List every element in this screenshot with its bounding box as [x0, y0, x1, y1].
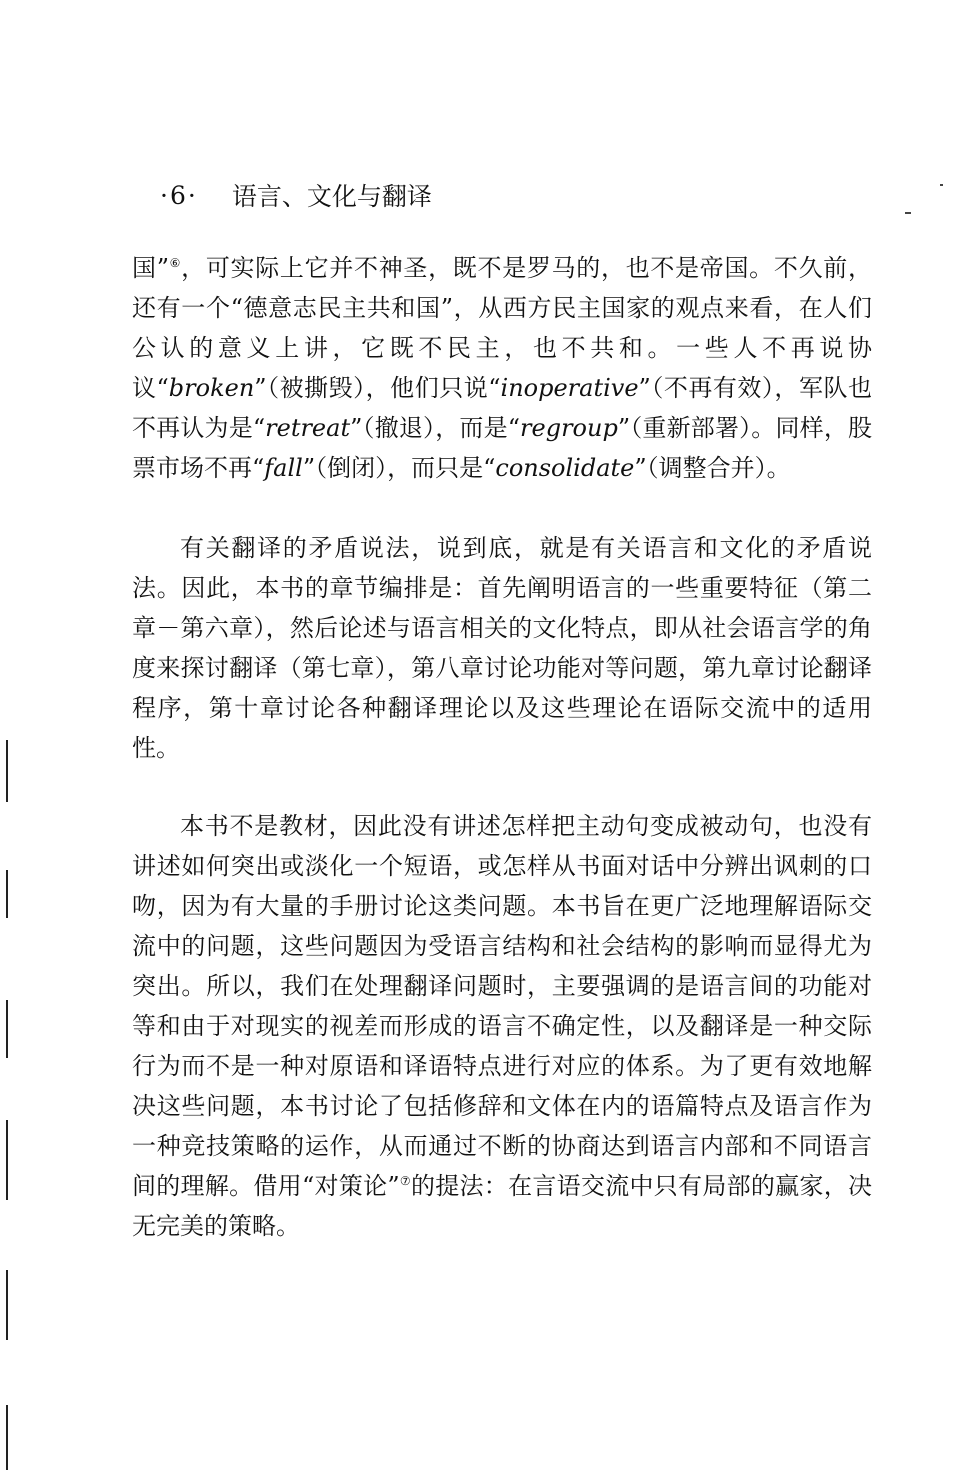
- text-segment: 的提法：在言语交流中只有局部的赢家，决无完美的策略。: [132, 1172, 872, 1240]
- running-title: 语言、文化与翻译: [231, 182, 432, 211]
- scan-speck: [905, 212, 911, 214]
- page-number: ·6·: [160, 180, 198, 210]
- scan-edge-mark: [6, 740, 8, 802]
- paragraph-2: 有关翻译的矛盾说法，说到底，就是有关语言和文化的矛盾说法。因此，本书的章节编排是：首先阐明语言的一些重要特征（第二章－第六章），然后论述与语言相关的文化特点，即从社会语言学的角度来探讨翻译（第七章），第八章讨论功能对等问题，第九章讨论翻译程序，第十章讨论各种翻译理论以及这些理论在语际交流中的适用性。: [132, 534, 872, 762]
- text-segment: 本书不是教材，因此没有讲述怎样把主动句变成被动句，也没有讲述如何突出或淡化一个短语，或怎样从书面对话中分辨出讽刺的口吻，因为有大量的手册讨论这类问题。本书旨在更广泛地理解语际交流中的问题，这些问题因为受语言结构和社会结构的影响而显得尤为突出。所以，我们在处理翻译问题时，主要强调的是语言间的功能对等和由于对现实的视差而形成的语言不确定性，以及翻译是一种交际行为而不是一种对原语和译语特点进行对应的体系。为了更有效地解决这些问题，本书讨论了包括修辞和文体在内的语篇特点及语言作为一种竞技策略的运作，从而通过不断的协商达到语言内部和不同语言间的理解。借用“对策论”: [132, 812, 872, 1200]
- page-header: [160, 175, 432, 215]
- text-segment: ”（被撕毁），他们只说“: [254, 374, 501, 402]
- english-term-consolidate: consolidate: [495, 454, 635, 482]
- scan-edge-mark: [6, 870, 8, 918]
- paragraph-1: [132, 248, 872, 488]
- english-term-fall: fall: [264, 454, 303, 482]
- english-term-inoperative: inoperative: [500, 374, 639, 402]
- text-segment: ，可实际上它并不神圣，既不是罗马的，也不是帝国。不久前，还有一个“德意志民主共和国”，从西方民主国家的观点来看，在人们公认的意义上讲，它既不民主，也不共和。一些人不再说协议“: [132, 254, 872, 402]
- text-segment: ”（重新部署）。同样，股票市场不再“: [132, 414, 872, 482]
- text-segment: ”（调整合并）。: [634, 454, 791, 482]
- scan-edge-mark: [6, 1405, 8, 1470]
- paragraph-3: [132, 806, 872, 1246]
- scan-edge-mark: [6, 1120, 8, 1200]
- text-segment: ”（倒闭），而只是“: [302, 454, 496, 482]
- text-segment: ”（不再有效），军队也不再认为是“: [132, 374, 872, 442]
- scan-speck: [940, 184, 943, 186]
- footnote-marker: ⑦: [399, 1174, 411, 1188]
- english-term-retreat: retreat: [265, 414, 351, 442]
- footnote-marker: ⑥: [168, 256, 182, 270]
- text-segment: 国”: [132, 254, 169, 282]
- scan-edge-mark: [6, 1270, 8, 1340]
- scan-edge-mark: [6, 1000, 8, 1058]
- text-segment: ”（撤退），而是“: [350, 414, 521, 442]
- english-term-broken: broken: [168, 374, 255, 402]
- english-term-regroup: regroup: [520, 414, 618, 442]
